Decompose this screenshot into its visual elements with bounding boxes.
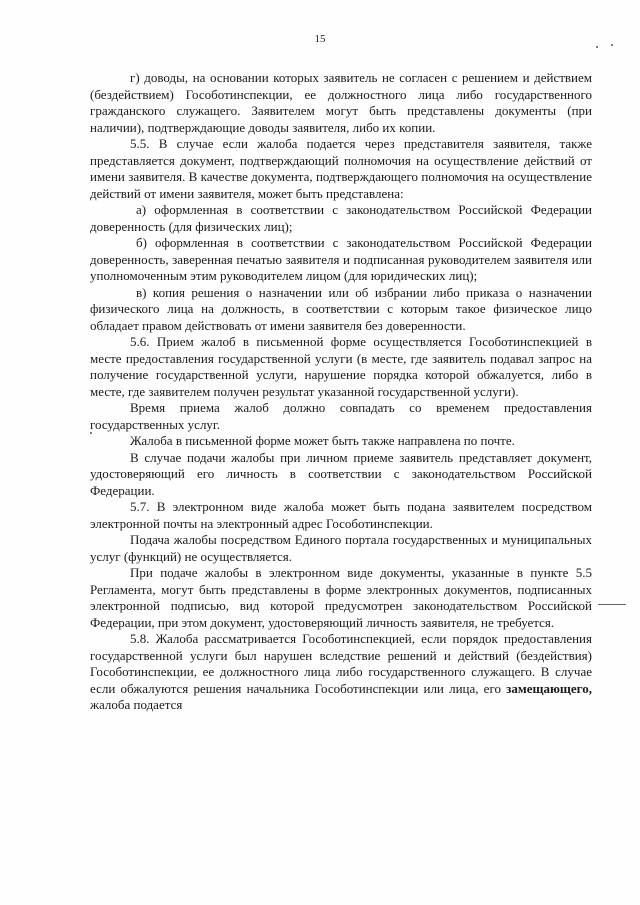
paragraph-5-8-text: 5.8. Жалоба рассматривается Гособотинспекцией, если порядок предоставления государственной услуги был нарушен вследствие решений и действий (бездействия) Гособотинспекции, ее должностного лица либо государственного служащего. В случае если обжалуются решения начальника Гособотинспекции или лица, его	[90, 631, 592, 696]
paragraph-5-6: 5.6. Прием жалоб в письменной форме осуществляется Гособотинспекцией в месте предоставления государственной услуги (в месте, где заявитель подавал запрос на получение государственной услуги, нарушение порядка которой обжалуется, либо в месте, где заявителем получен результат указанной государственной услуги).	[90, 334, 592, 399]
paragraph-5-8-end: жалоба подается	[90, 697, 183, 712]
scan-dot-mark	[611, 44, 613, 46]
scan-dot-mark	[90, 432, 92, 434]
page-number: 15	[314, 33, 326, 45]
paragraph-mail: Жалоба в письменной форме может быть также направлена по почте.	[130, 433, 515, 448]
scan-dot-mark	[596, 46, 598, 48]
paragraph-5-7: 5.7. В электронном виде жалоба может быть подана заявителем посредством электронной почты на электронный адрес Гособотинспекции.	[90, 499, 592, 531]
paragraph-reception-time: Время приема жалоб должно совпадать со временем предоставления государственных услуг.	[90, 400, 592, 432]
paragraph-item-a: а) оформленная в соответствии с законодательством Российской Федерации доверенность (для физических лиц);	[90, 202, 592, 234]
paragraph-personal-reception: В случае подачи жалобы при личном приеме заявитель представляет документ, удостоверяющий его личность в соответствии с законодательством Российской Федерации.	[90, 449, 592, 498]
paragraph-complaint-arguments: г) доводы, на основании которых заявитель не согласен с решением и действием (бездействием) Гособотинспекции, ее должностного лица либо государственного гражданского служащего. Заявителем могут быть представлены документы (при наличии), подтверждающие доводы заявителя, либо их копии.	[90, 70, 592, 135]
paragraph-item-v: в) копия решения о назначении или об избрании либо приказа о назначении физического лица на должность, в соответствии с которым такое физическое лицо обладает правом действовать от имени заявителя без доверенности.	[90, 284, 592, 333]
paragraph-electronic-documents: При подаче жалобы в электронном виде документы, указанные в пункте 5.5 Регламента, могут быть представлены в форме электронных документов, подписанных электронной подписью, вид которой предусмотрен законодательством Российской Федерации, при этом документ, удостоверяющий личность заявителя, не требуется.	[90, 565, 592, 630]
paragraph-5-5: 5.5. В случае если жалоба подается через представителя заявителя, также представляется документ, подтверждающий полномочия на осуществление действий от имени заявителя. В качестве документа, подтверждающего полномочия на осуществление действий от имени заявителя, может быть представлена:	[90, 136, 592, 201]
paragraph-5-8	[90, 631, 592, 714]
scan-dash-mark	[598, 604, 626, 605]
paragraph-item-b: б) оформленная в соответствии с законодательством Российской Федерации доверенность, заверенная печатью заявителя и подписанная руководителем заявителя или уполномоченным этим руководителем лицом (для юридических лиц);	[90, 235, 592, 283]
paragraph-portal: Подача жалобы посредством Единого портала государственных и муниципальных услуг (функций) не осуществляется.	[90, 532, 592, 564]
document-body	[90, 70, 592, 714]
paragraph-5-8-bold: замещающего,	[506, 680, 592, 696]
